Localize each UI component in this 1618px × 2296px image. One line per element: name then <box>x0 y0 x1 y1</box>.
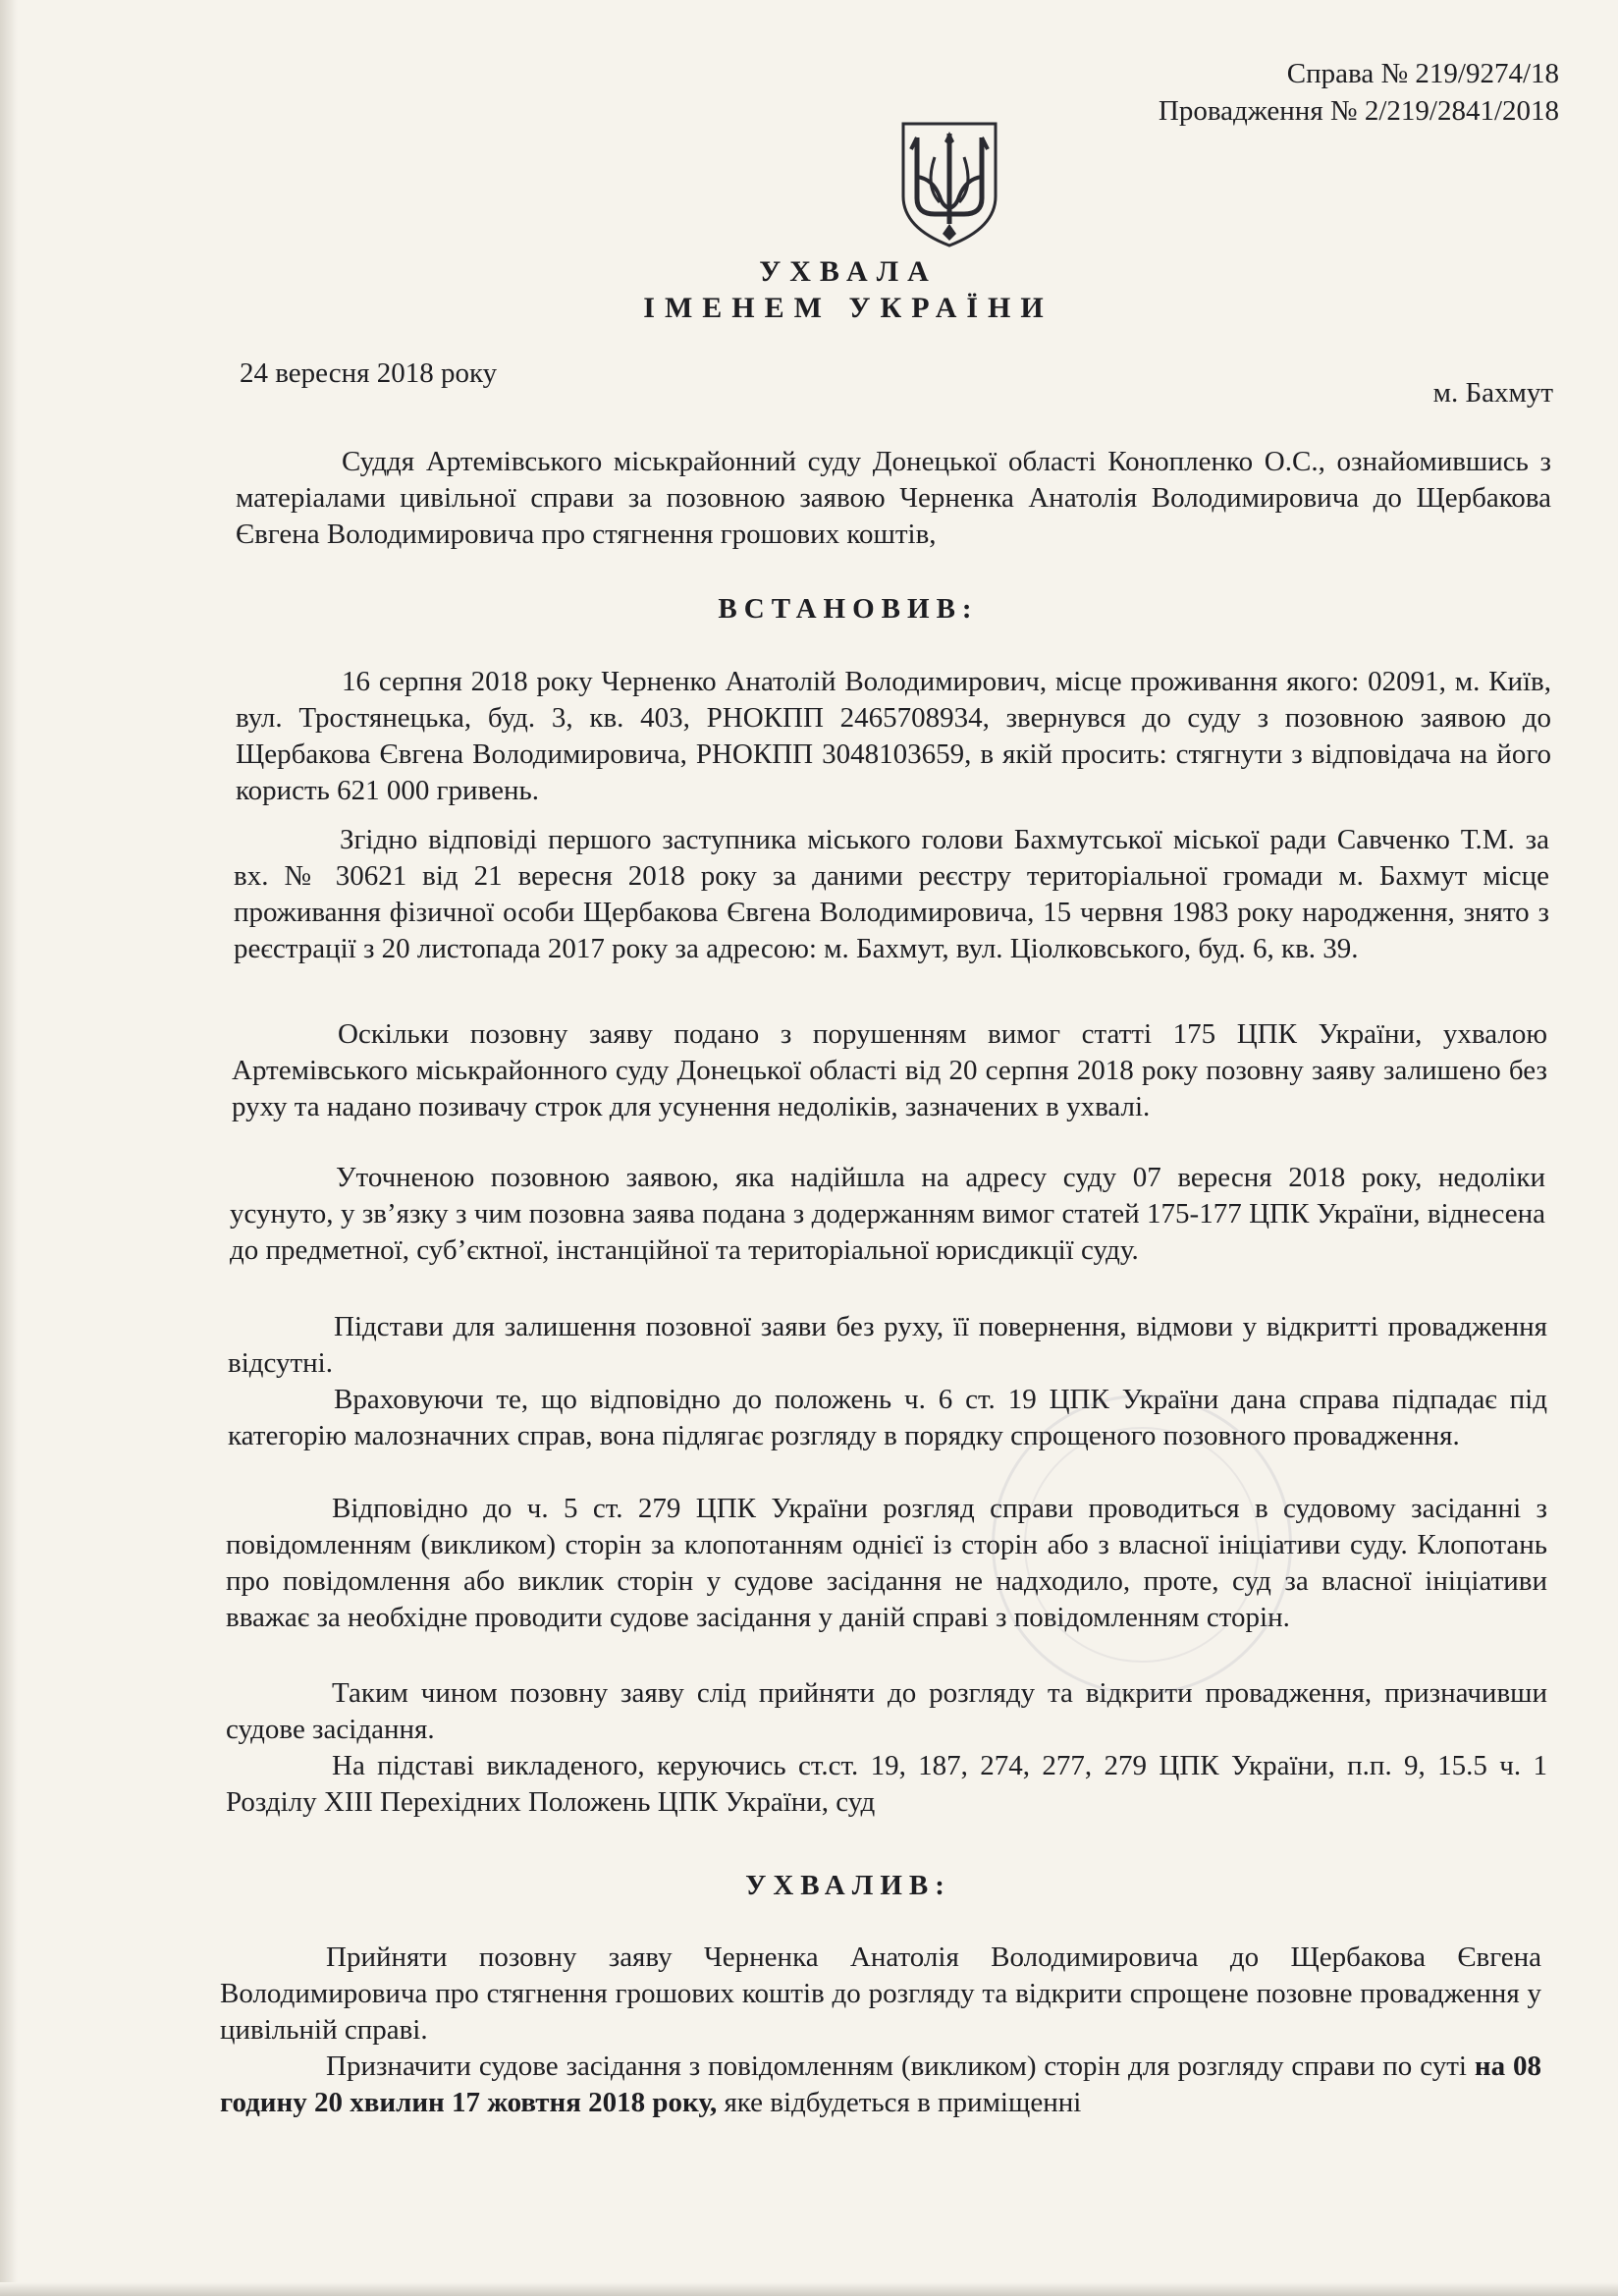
established-paragraph-1: 16 серпня 2018 року Черненко Анатолій Володимирович, місце проживання якого: 02091, м. Київ, вул. Тростянецька, буд. 3, кв. 403, РНОКПП 2465708934, звернувся до суду з позовною заявою до Щербакова Євгена Володимировича, РНОКПП 3048103659, в якій просить: стягнути з відповідача на його користь 621 000 гривень. <box>236 666 1551 806</box>
case-number: Справа № 219/9274/18 <box>1286 58 1559 89</box>
scan-edge-bottom <box>0 2282 1618 2296</box>
case-references <box>1159 55 1559 130</box>
established-paragraph-2: Згідно відповіді першого заступника міського голови Бахмутської міської ради Савченко Т.М. за вх. № 30621 від 21 вересня 2018 року за даними реєстру територіальної громади м. Бахмут місце проживання фізичної особи Щербакова Євгена Володимировича, 15 червня 1983 року народження, знято з реєстрації з 20 листопада 2017 року за адресою: м. Бахмут, вул. Ціолковського, буд. 6, кв. 39. <box>234 824 1549 964</box>
document-subtitle: ІМЕНЕМ УКРАЇНИ <box>643 292 1053 324</box>
proceeding-number: Провадження № 2/219/2841/2018 <box>1158 95 1559 127</box>
schedule-text-end: яке відбудеться в приміщенні <box>717 2087 1082 2118</box>
established-heading: ВСТАНОВИВ: <box>718 593 979 625</box>
document-date: 24 вересня 2018 року <box>240 357 498 389</box>
established-paragraph-4: Уточненою позовною заявою, яка надійшла на адресу суду 07 вересня 2018 року, недоліки усунуто, у зв’язку з чим позовна заява подана з додержанням вимог статей 175-177 ЦПК України, віднесена до предметної, суб’єктної, інстанційної та територіальної юрисдикції суду. <box>230 1162 1545 1266</box>
established-paragraph-8: Таким чином позовну заяву слід прийняти до розгляду та відкрити провадження, призначивши судове засідання. <box>226 1677 1547 1745</box>
faded-stamp <box>992 1394 1292 1695</box>
established-paragraph-6: Враховуючи те, що відповідно до положень ч. 6 ст. 19 ЦПК України дана справа підпадає під категорію малозначних справ, вона підлягає розгляду в порядку спрощеного позовного провадження. <box>228 1384 1547 1451</box>
document-city: м. Бахмут <box>1432 377 1553 409</box>
established-paragraph-7: Відповідно до ч. 5 ст. 279 ЦПК України розгляд справи проводиться в судовому засіданні з повідомленням (викликом) сторін за клопотанням однієї із сторін або з власної ініціативи суду. Клопотань про повідомлення або виклик сторін у судове засідання не надходило, проте, суд за власної ініціативи вважає за необхідне проводити судове засідання у даній справі з повідомленням сторін. <box>226 1493 1547 1633</box>
hearing-datetime: на 08 годину 20 хвилин 17 жовтня 2018 року, <box>220 2050 1542 2118</box>
ruled-paragraph-accept: Прийняти позовну заяву Черненка Анатолія Володимировича до Щербакова Євгена Володимировича про стягнення грошових коштів до розгляду та відкрити спрощене позовне провадження у цивільній справі. <box>220 1941 1541 2046</box>
scan-edge <box>0 0 18 2296</box>
trident-coat-of-arms-icon <box>895 118 1003 250</box>
established-paragraph-9: На підставі викладеного, керуючись ст.ст. 19, 187, 274, 277, 279 ЦПК України, п.п. 9, 15.5 ч. 1 Розділу XIII Перехідних Положень ЦПК України, суд <box>226 1750 1547 1818</box>
schedule-text-start: Призначити судове засідання з повідомленням (викликом) сторін для розгляду справи по суті <box>326 2050 1475 2082</box>
intro-paragraph: Суддя Артемівського міськрайонний суду Донецької області Коноплeнко О.С., ознайомившись з матеріалами цивільної справи за позовною заявою Черненка Анатолія Володимировича до Щербакова Євгена Володимировича про стягнення грошових коштів, <box>236 446 1551 550</box>
document-title: УХВАЛА <box>759 255 938 288</box>
established-paragraph-3: Оскільки позовну заяву подано з порушенням вимог статті 175 ЦПК України, ухвалою Артемівського міськрайонного суду Донецької області від 20 серпня 2018 року позовну заяву залишено без руху та надано позивачу строк для усунення недоліків, зазначених в ухвалі. <box>232 1018 1547 1122</box>
ruled-heading: УХВАЛИВ: <box>745 1870 951 1901</box>
established-paragraph-5: Підстави для залишення позовної заяви без руху, її повернення, відмови у відкритті провадження відсутні. <box>228 1311 1547 1379</box>
ruled-paragraph-schedule <box>220 2049 1541 2121</box>
